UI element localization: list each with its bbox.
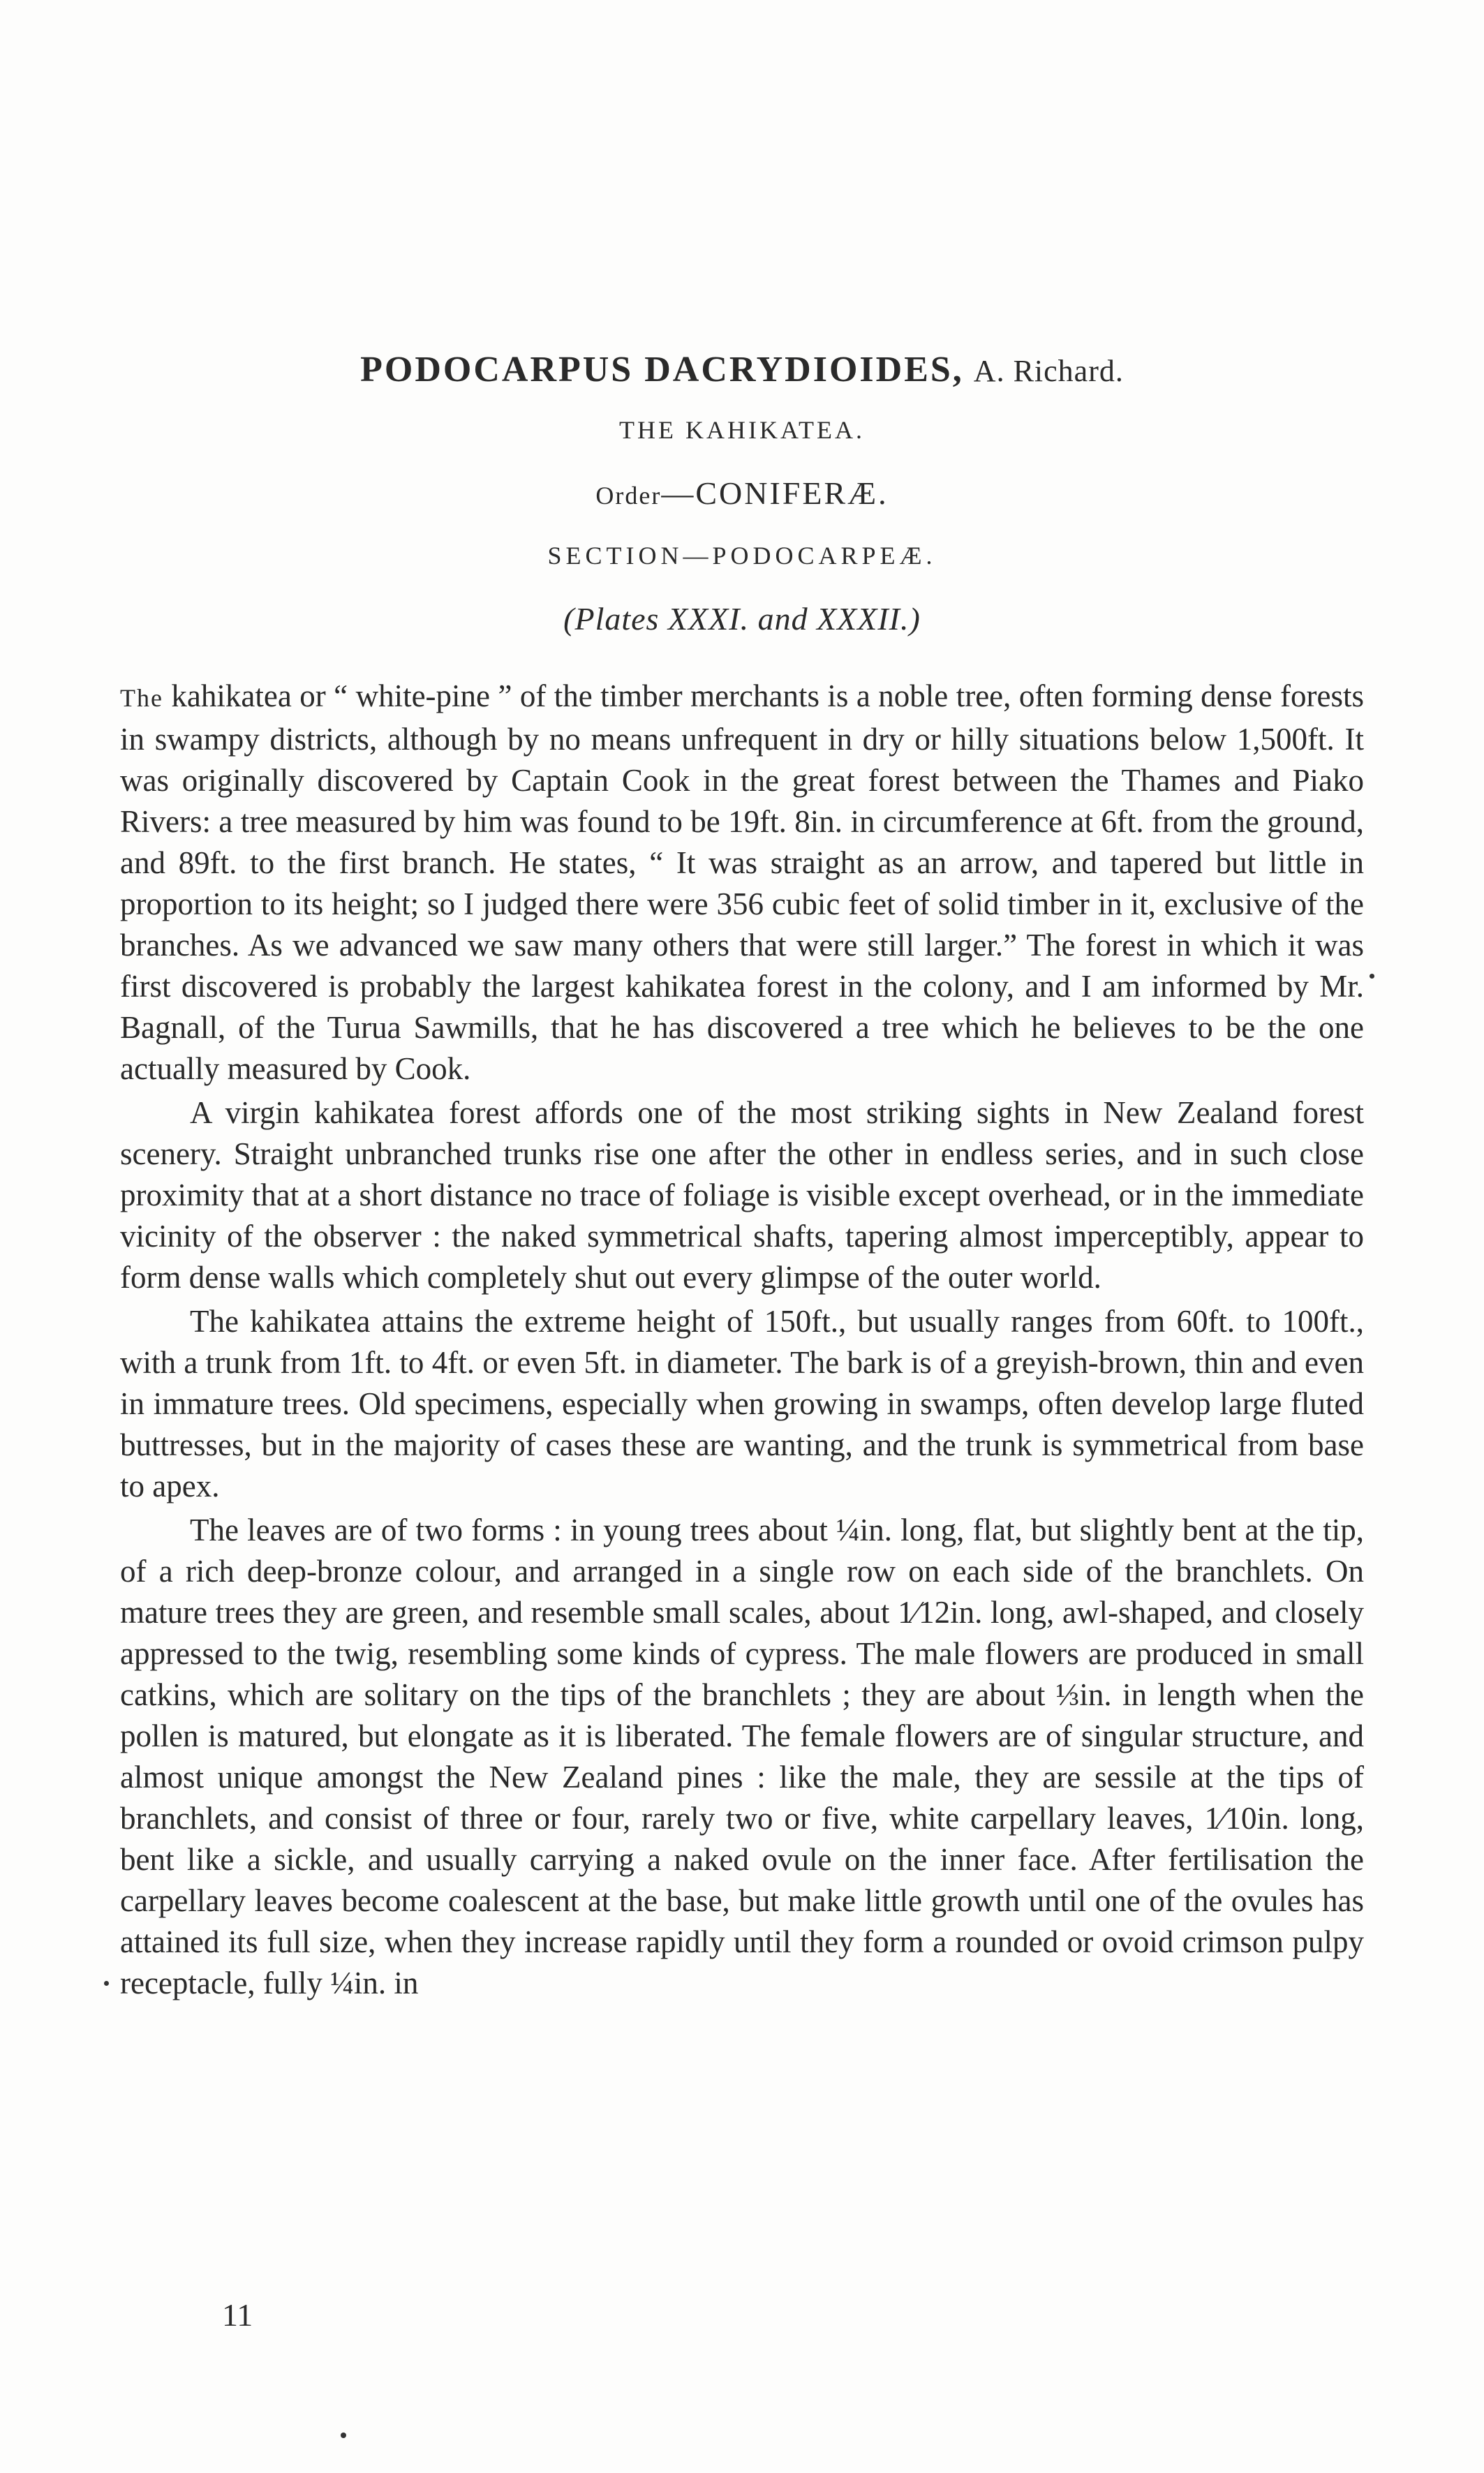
body-text: [120, 676, 1364, 2004]
paragraph-1-lead: The: [120, 684, 163, 712]
paragraph-4: The leaves are of two forms : in young trees about ¼in. long, flat, but slightly bent at the tip, of a rich deep-bronze colour, and arranged in a single row on each side of the branchlets. On mature trees they are green, and resemble small scales, about 1⁄12in. long, awl-shaped, and closely appressed to the twig, resembling some kinds of cypress. The male flowers are produced in small catkins, which are solitary on the tips of the branchlets ; they are about ⅓in. in length when the pollen is matured, but elongate as it is liberated. The female flowers are of singular structure, and almost unique amongst the New Zealand pines : like the male, they are sessile at the tips of branchlets, and consist of three or four, rarely two or five, white carpellary leaves, 1⁄10in. long, bent like a sickle, and usually carrying a naked ovule on the inner face. After fertilisation the carpellary leaves become coalescent at the base, but make little growth until one of the ovules has attained its full size, when they increase rapidly until they form a rounded or ovoid crimson pulpy receptacle, fully ¼in. in: [120, 1513, 1364, 2000]
plates-reference: (Plates XXXI. and XXXII.): [563, 601, 921, 637]
paragraph-1: [120, 676, 1364, 1090]
scan-speck: [341, 2433, 346, 2438]
order-heading: [0, 475, 1484, 512]
scan-speck: [104, 1981, 109, 1986]
species-title: [0, 349, 1484, 390]
section-heading: SECTION—PODOCARPEÆ.: [547, 542, 937, 570]
paragraph-3: The kahikatea attains the extreme height of 150ft., but usually ranges from 60ft. to 100ft., with a trunk from 1ft. to 4ft. or even 5ft. in diameter. The bark is of a greyish-brown, thin and even in immature trees. Old specimens, especially when growing in swamps, often develop large fluted buttresses, but in the majority of cases these are wanting, and the trunk is symmetrical from base to apex.: [120, 1304, 1364, 1503]
scan-speck: [1370, 974, 1374, 979]
order-label: Order: [595, 482, 662, 510]
paragraph-2: A virgin kahikatea forest affords one of the most striking sights in New Zealand forest scenery. Straight unbranched trunks rise one after the other in endless series, and in such close proximity that at a short distance no trace of foliage is visible except overhead, or in the immediate vicinity of the observer : the naked symmetrical shafts, tapering almost imperceptibly, appear to form dense walls which completely shut out every glimpse of the outer world.: [120, 1095, 1364, 1295]
species-name: PODOCARPUS DACRYDIOIDES,: [360, 350, 964, 389]
order-value: CONIFERÆ.: [695, 475, 889, 511]
page-number: 11: [222, 2297, 253, 2333]
species-author: A. Richard.: [973, 354, 1124, 388]
paragraph-1-text: kahikatea or “ white-pine ” of the timber merchants is a noble tree, often forming dense forests in swampy districts, although by no means unfrequent in dry or hilly situations below 1,500ft. It was originally discovered by Captain Cook in the great forest between the Thames and Piako Rivers: a tree measured by him was found to be 19ft. 8in. in circumference at 6ft. from the ground, and 89ft. to the first branch. He states, “ It was straight as an arrow, and tapered but little in proportion to its height; so I judged there were 356 cubic feet of solid timber in it, exclusive of the branches. As we advanced we saw many others that were still larger.” The forest in which it was first discovered is probably the largest kahikatea forest in the colony, and I am informed by Mr. Bagnall, of the Turua Sawmills, that he has discovered a tree which he believes to be the one actually measured by Cook.: [120, 678, 1364, 1086]
order-separator: —: [661, 475, 696, 511]
common-name: THE KAHIKATEA.: [619, 416, 865, 444]
